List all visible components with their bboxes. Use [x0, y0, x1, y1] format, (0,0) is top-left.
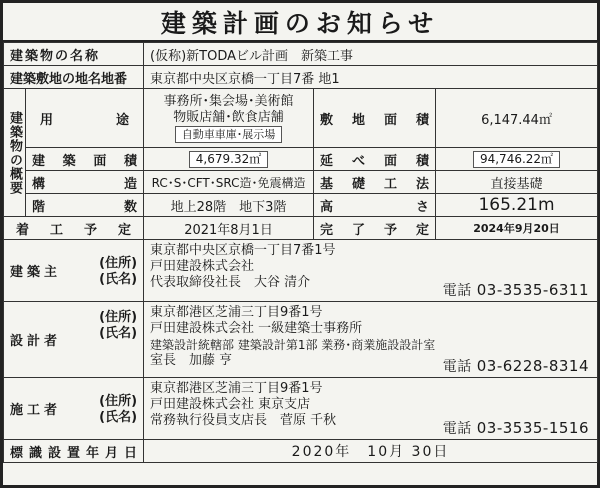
contractor-label-cell	[4, 378, 144, 440]
contractor-phone-prefix: 電話	[442, 421, 472, 437]
designer-label-cell	[4, 302, 144, 378]
use-label: 用途	[40, 112, 130, 128]
row-schedule	[4, 217, 598, 240]
building-area-value: 4,679.32㎡	[189, 151, 268, 168]
building-name-value: (仮称)新TODAビル計画 新築工事	[144, 43, 598, 66]
use-line2: 物販店舗･飲食店舗	[173, 109, 284, 125]
designer-address-tag: (住所)	[99, 309, 138, 325]
use-label-cell	[26, 89, 144, 148]
total-floor-area-cell	[436, 148, 598, 171]
contractor-body	[144, 378, 598, 440]
owner-body	[144, 240, 598, 302]
designer-label: 設計者	[10, 334, 62, 349]
owner-phone-prefix: 電話	[442, 283, 472, 299]
start-label-cell	[4, 217, 144, 240]
total-floor-area-label: 延べ面積	[320, 153, 430, 169]
foundation-label-cell	[314, 171, 436, 194]
use-line1: 事務所･集会場･美術館	[163, 93, 294, 109]
structure-label-cell	[26, 171, 144, 194]
building-area-label-cell	[26, 148, 144, 171]
designer-address: 東京都港区芝浦三丁目9番1号	[150, 305, 323, 320]
start-value: 2021年8月1日	[144, 217, 314, 240]
owner-person: 代表取締役社長 大谷 清介	[150, 275, 311, 290]
designer-phone	[443, 358, 589, 375]
row-areas	[4, 148, 598, 171]
contractor-name-tag: (氏名)	[99, 410, 138, 425]
building-area-cell	[144, 148, 314, 171]
owner-name-tag: (氏名)	[99, 272, 138, 287]
owner-phone-number: 03-3535-6311	[476, 281, 590, 299]
building-name-label: 建築物の名称	[4, 43, 144, 66]
overview-label: 建築物の概要	[4, 89, 26, 217]
total-floor-area-value: 94,746.22㎡	[473, 151, 560, 168]
floors-label: 階数	[32, 199, 138, 215]
total-floor-area-label-cell	[314, 148, 436, 171]
row-floors	[4, 194, 598, 217]
designer-company: 戸田建設株式会社 一級建築士事務所	[150, 321, 363, 336]
height-label: 高さ	[320, 199, 430, 215]
owner-address: 東京都中央区京橋一丁目7番1号	[150, 243, 336, 258]
designer-phone-number: 03-6228-8314	[476, 357, 590, 375]
floors-value: 地上28階 地下3階	[144, 194, 314, 217]
row-designer	[4, 302, 598, 378]
row-site-address	[4, 66, 598, 89]
sign-title: 建築計画のお知らせ	[3, 3, 597, 42]
contractor-company: 戸田建設株式会社 東京支店	[150, 397, 311, 412]
completion-label-cell	[314, 217, 436, 240]
site-area-label: 敷地面積	[320, 112, 430, 128]
foundation-value: 直接基礎	[436, 171, 598, 194]
building-area-label: 建築面積	[32, 153, 138, 169]
owner-label: 建築主	[10, 265, 62, 280]
site-area-label-cell	[314, 89, 436, 148]
designer-person: 室長 加藤 亨	[150, 353, 233, 368]
owner-company: 戸田建設株式会社	[150, 259, 255, 274]
row-contractor	[4, 378, 598, 440]
use-value	[144, 89, 314, 148]
sign-date-value: 2020年 10月 30日	[144, 440, 598, 463]
foundation-label: 基礎工法	[320, 176, 430, 192]
start-label: 着工予定	[16, 222, 132, 238]
sign-date-label-cell	[4, 440, 144, 463]
completion-label: 完了予定	[320, 222, 430, 238]
structure-value: RC･S･CFT･SRC造･免震構造	[144, 171, 314, 194]
designer-name-tag: (氏名)	[99, 325, 138, 341]
use-line3: 自動車車庫･展示場	[175, 126, 283, 143]
structure-label: 構造	[32, 176, 138, 192]
info-table	[3, 42, 598, 463]
contractor-address-tag: (住所)	[99, 394, 138, 409]
contractor-label: 施工者	[10, 403, 62, 418]
owner-label-cell	[4, 240, 144, 302]
designer-phone-prefix: 電話	[442, 359, 472, 375]
floors-label-cell	[26, 194, 144, 217]
site-address-label: 建築敷地の地名地番	[4, 66, 144, 89]
row-use	[4, 89, 598, 148]
sign-date-label: 標識設置年月日	[10, 445, 138, 461]
height-value: 165.21m	[436, 194, 598, 217]
completion-value: 2024年9月20日	[436, 217, 598, 240]
contractor-phone	[443, 420, 589, 437]
contractor-phone-number: 03-3535-1516	[476, 419, 590, 437]
site-address-value: 東京都中央区京橋一丁目7番 地1	[144, 66, 598, 89]
row-structure	[4, 171, 598, 194]
designer-dept: 建築設計統轄部 建築設計第1部 業務･商業施設設計室	[150, 338, 436, 352]
contractor-person: 常務執行役員支店長 菅原 千秋	[150, 413, 337, 428]
row-owner	[4, 240, 598, 302]
row-sign-date	[4, 440, 598, 463]
row-building-name	[4, 43, 598, 66]
site-area-value: 6,147.44㎡	[436, 89, 598, 148]
contractor-address: 東京都港区芝浦三丁目9番1号	[150, 381, 323, 396]
height-label-cell	[314, 194, 436, 217]
owner-address-tag: (住所)	[99, 256, 138, 271]
designer-body	[144, 302, 598, 378]
owner-phone	[443, 282, 589, 299]
